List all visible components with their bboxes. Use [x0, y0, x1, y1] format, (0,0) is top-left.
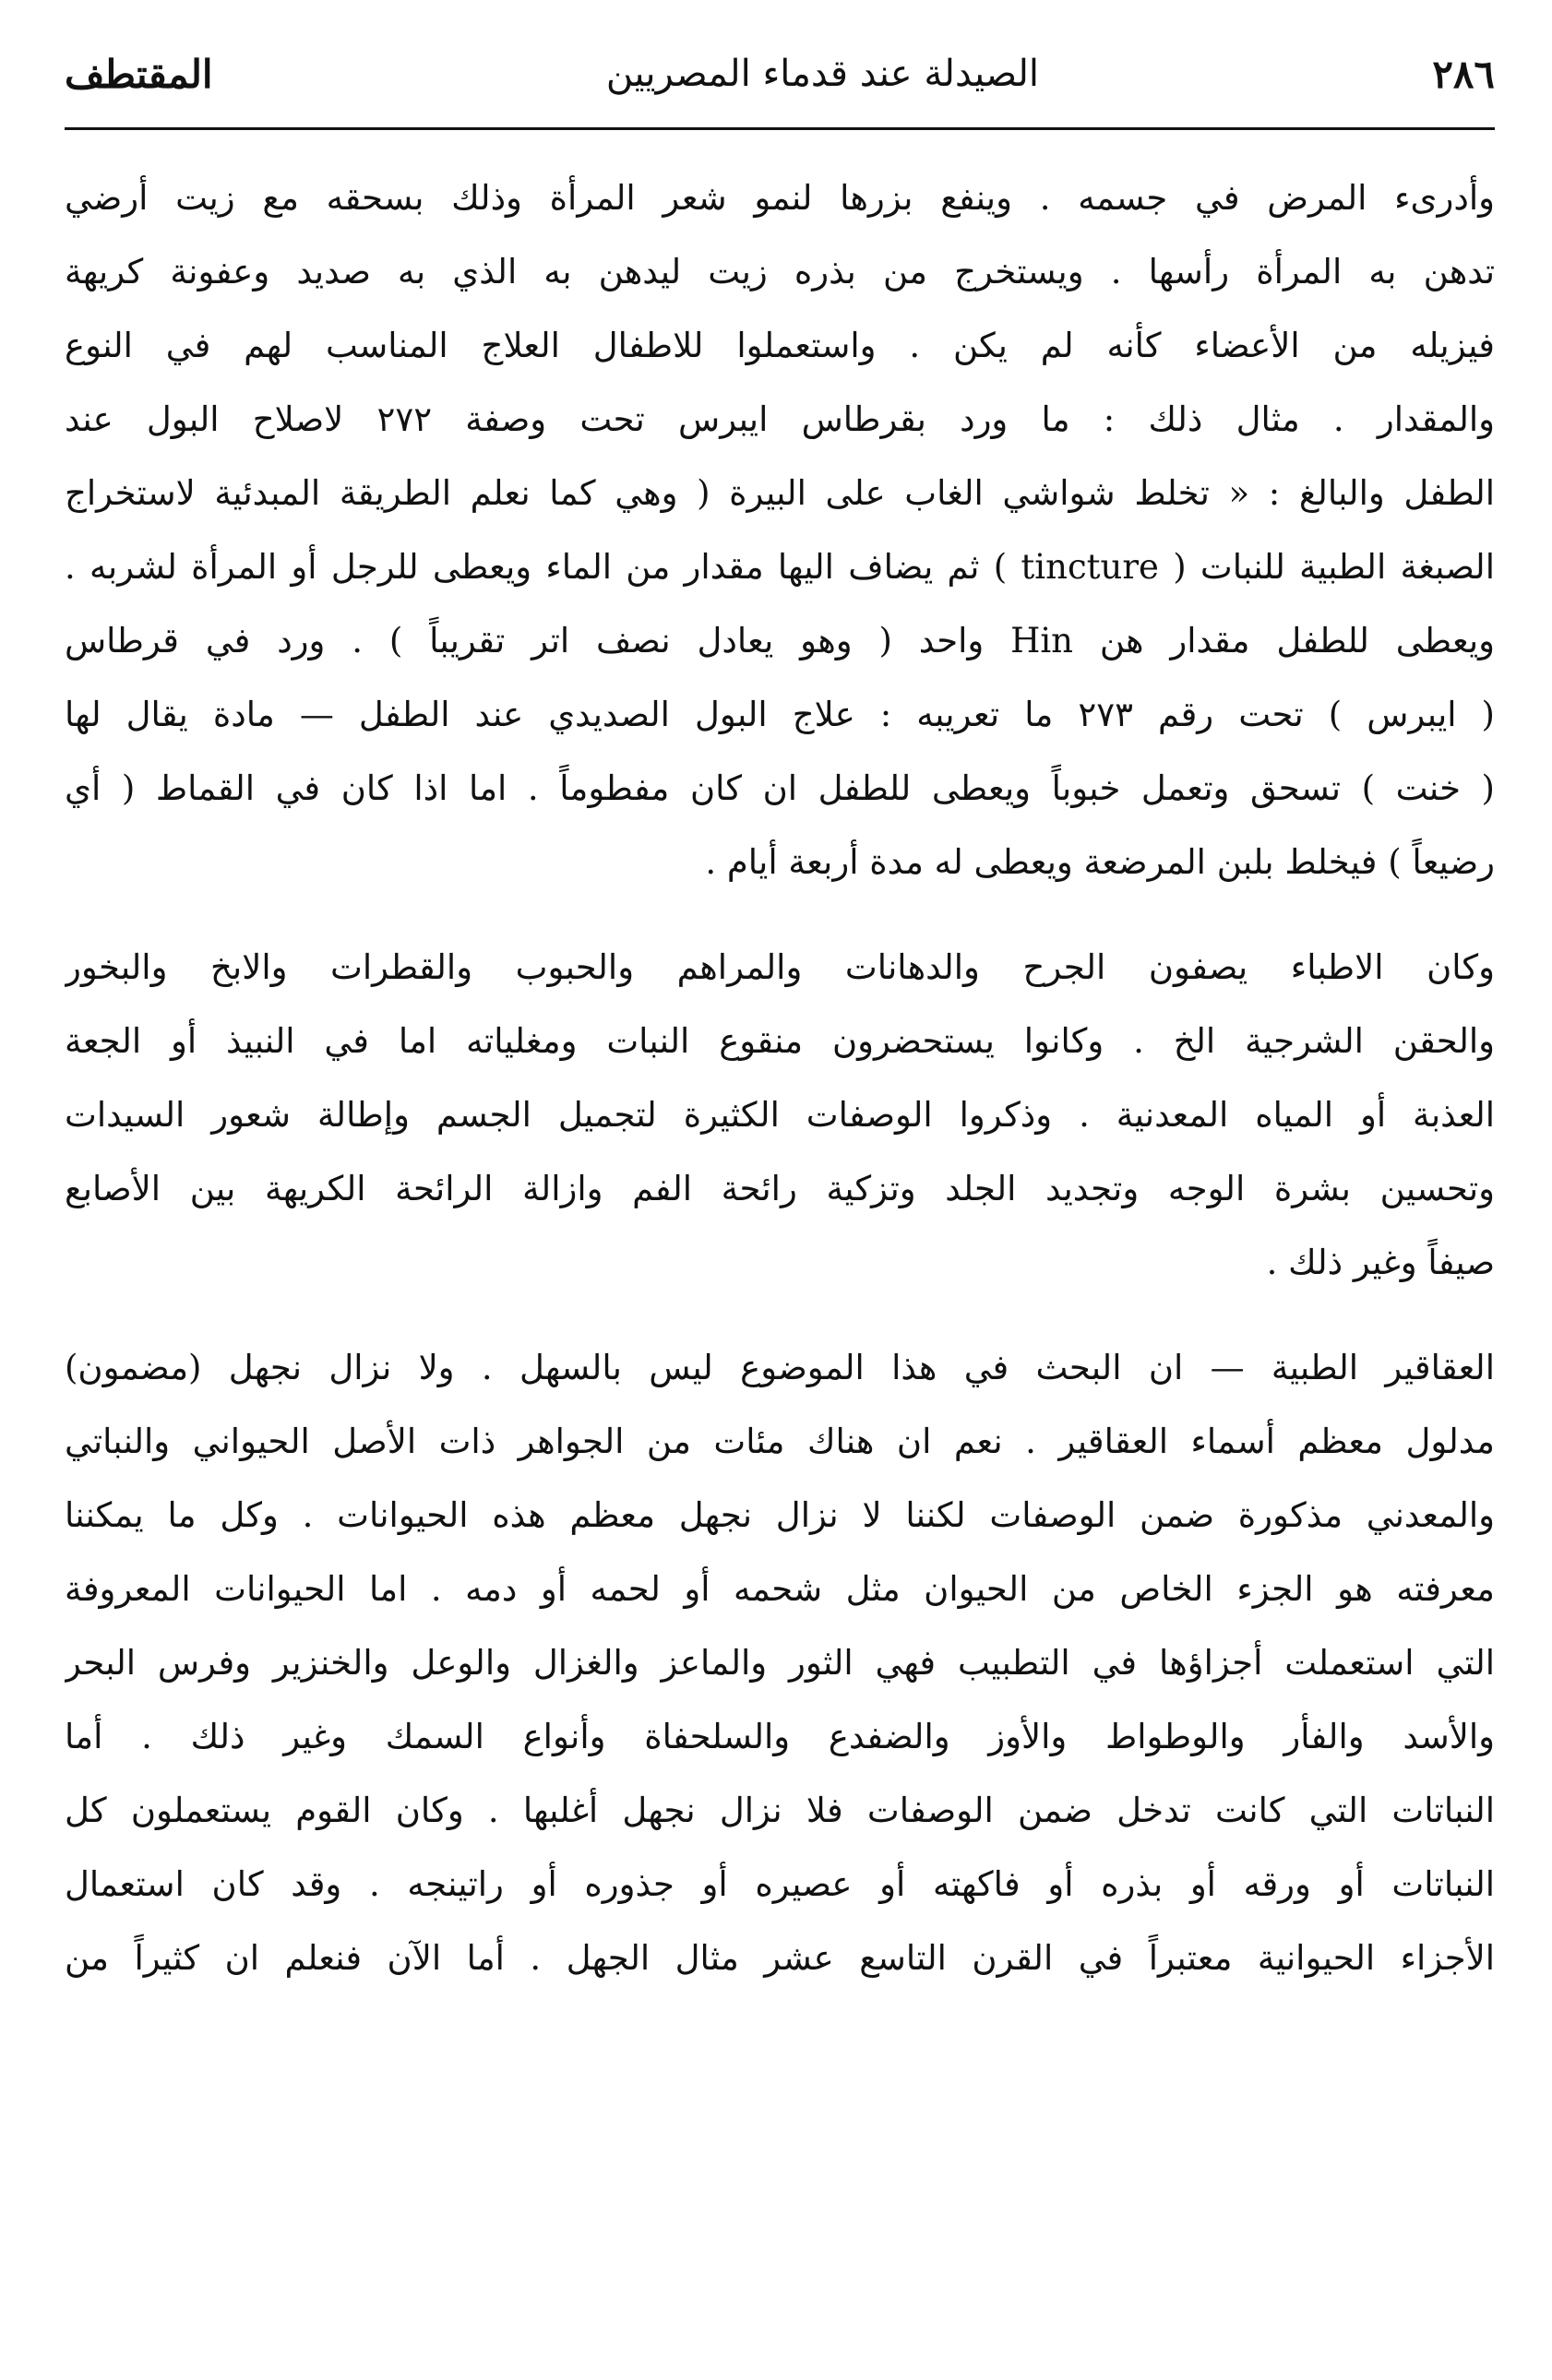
paragraph-1 — [65, 161, 1495, 899]
journal-name: المقتطف — [65, 51, 213, 97]
text-line: العذبة أو المياه المعدنية . وذكروا الوصفات الكثيرة لتجميل الجسم وإطالة شعور السيدات — [65, 1095, 1495, 1135]
text-line: النباتات التي كانت تدخل ضمن الوصفات فلا نزال نجهل أغلبها . وكان القوم يستعملون كل — [65, 1791, 1495, 1830]
text-line: وكان الاطباء يصفون الجرح والدهانات والمراهم والحبوب والقطرات والابخ والبخور — [65, 947, 1495, 987]
book-page — [65, 37, 1495, 2343]
text-line: الأجزاء الحيوانية معتبراً في القرن التاسع عشر مثال الجهل . أما الآن فنعلم ان كثيراً من — [65, 1938, 1495, 1978]
page-header — [65, 37, 1495, 111]
text-line: النباتات أو ورقه أو بذره أو فاكهته أو عصيره أو جذوره أو راتينجه . وقد كان استعمال — [65, 1864, 1495, 1904]
text-line: العقاقير الطبية — ان البحث في هذا الموضوع ليس بالسهل . ولا نزال نجهل (مضمون) — [65, 1348, 1495, 1387]
text-line: ( خنت ) تسحق وتعمل خبوباً ويعطى للطفل ان كان مفطوماً . اما اذا كان في القماط ( أي — [65, 768, 1495, 808]
text-line: وأدرىء المرض في جسمه . وينفع بزرها لنمو شعر المرأة وذلك بسحقه مع زيت أرضي — [65, 178, 1495, 218]
page-number: ٢٨٦ — [1432, 51, 1495, 97]
text-line: الصبغة الطبية للنبات ( tincture ) ثم يضاف اليها مقدار من الماء ويعطى للرجل أو المرأة لشربه . — [65, 547, 1495, 587]
text-line: فيزيله من الأعضاء كأنه لم يكن . واستعملوا للاطفال العلاج المناسب لهم في النوع — [65, 326, 1495, 365]
text-line: رضيعاً ) فيخلط بلبن المرضعة ويعطى له مدة أربعة أيام . — [705, 842, 1495, 882]
text-line: والحقن الشرجية الخ . وكانوا يستحضرون منقوع النبات ومغلياته اما في النبيذ أو الجعة — [65, 1021, 1495, 1061]
text-line: والمعدني مذكورة ضمن الوصفات لكننا لا نزال نجهل معظم هذه الحيوانات . وكل ما يمكننا — [65, 1495, 1495, 1535]
text-line: صيفاً وغير ذلك . — [1266, 1243, 1495, 1282]
text-line: التي استعملت أجزاؤها في التطبيب فهي الثور والماعز والغزال والوعل والخنزير وفرس البحر — [65, 1643, 1495, 1683]
body-text — [65, 161, 1495, 1995]
text-line: الطفل والبالغ : « تخلط شواشي الغاب على البيرة ( وهي كما نعلم الطريقة المبدئية لاستخراج — [65, 473, 1495, 513]
text-line: تدهن به المرأة رأسها . ويستخرج من بذره زيت ليدهن به الذي به صديد وعفونة كريهة — [65, 252, 1495, 292]
text-line: ( ايبرس ) تحت رقم ٢٧٣ ما تعريبه : علاج البول الصديدي عند الطفل — مادة يقال لها — [65, 695, 1495, 734]
text-line: والأسد والفأر والوطواط والأوز والضفدع والسلحفاة وأنواع السمك وغير ذلك . أما — [65, 1717, 1495, 1756]
text-line: والمقدار . مثال ذلك : ما ورد بقرطاس ايبرس تحت وصفة ٢٧٢ لاصلاح البول عند — [65, 399, 1495, 439]
text-line: مدلول معظم أسماء العقاقير . نعم ان هناك مئات من الجواهر ذات الأصل الحيواني والنباتي — [65, 1422, 1495, 1461]
paragraph-3 — [65, 1331, 1495, 1995]
header-rule — [65, 127, 1495, 130]
text-line: ويعطى للطفل مقدار هن Hin واحد ( وهو يعادل نصف اتر تقريباً ) . ورد في قرطاس — [65, 621, 1495, 660]
text-line: وتحسين بشرة الوجه وتجديد الجلد وتزكية رائحة الفم وازالة الرائحة الكريهة بين الأصابع — [65, 1169, 1495, 1208]
running-title: الصيدلة عند قدماء المصريين — [605, 53, 1040, 95]
text-line: معرفته هو الجزء الخاص من الحيوان مثل شحمه أو لحمه أو دمه . اما الحيوانات المعروفة — [65, 1569, 1495, 1609]
paragraph-2 — [65, 931, 1495, 1300]
